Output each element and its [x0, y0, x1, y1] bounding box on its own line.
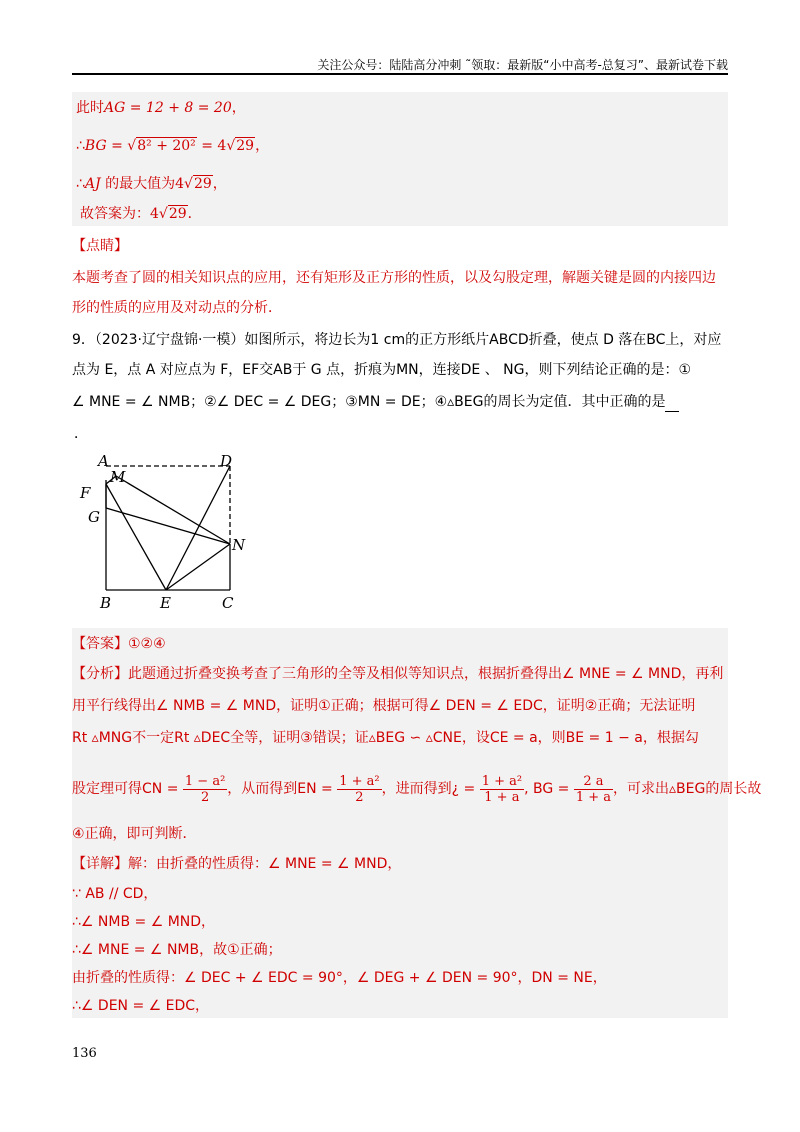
answer-blank — [665, 398, 679, 412]
question-line-1: 9．（2023·辽宁盘锦·一模）如图所示，将边长为1 cm的正方形纸片ABCD折叠，使点 D 落在BC上，对应 — [72, 332, 722, 348]
fold-mn — [116, 476, 230, 544]
question-line-2: 点为 E，点 A 对应点为 F，EF交AB于 G 点，折痕为MN，连接DE 、 NG，则下列结论正确的是：① — [72, 362, 692, 378]
answer-line: 【答案】①②④ — [72, 636, 166, 652]
analysis-line-5: ④正确，即可判断． — [72, 826, 197, 842]
label-m: M — [110, 468, 126, 486]
question-line-3: ∠ MNE = ∠ NMB；②∠ DEC = ∠ DEG；③MN = DE；④▵BEG的周长为定值．其中正确的是 — [72, 392, 679, 412]
label-n: N — [232, 536, 246, 554]
detail-line-5: 由折叠的性质得：∠ DEC + ∠ EDC = 90°，∠ DEG + ∠ DEN = 90°，DN = NE， — [72, 970, 607, 986]
detail-line-2: ∵ AB // CD， — [72, 886, 158, 902]
label-e: E — [160, 594, 171, 612]
solution-line-4: 故答案为：4√29． — [80, 206, 202, 222]
detail-line-3: ∴∠ NMB = ∠ MND， — [72, 914, 216, 930]
comment-line-2: 形的性质的应用及对动点的分析． — [72, 300, 282, 316]
comment-tag: 【点睛】 — [72, 238, 128, 254]
label-f: F — [80, 484, 91, 502]
solution-line-3: ∴AJ 的最大值为4√29， — [76, 176, 227, 192]
label-c: C — [222, 594, 234, 612]
page-number: 136 — [72, 1046, 97, 1061]
detail-line-1: 【详解】解：由折叠的性质得：∠ MNE = ∠ MND， — [72, 856, 402, 872]
analysis-line-1: 【分析】此题通过折叠变换考查了三角形的全等及相似等知识点，根据折叠得出∠ MNE = ∠ MND，再利 — [72, 666, 724, 682]
analysis-line-4: 股定理可得CN = $\frac{\text{1 − a²}}{2}$ ，从而得到EN = $\frac{\text{1 + a²}}{2}$ ，进而得到¿ = $\frac{\text{1 + a²}}{1 + a}$ , BG = $\frac{2 a}{1 + a}$ ，可求出▵BEG的周长故 — [72, 773, 762, 805]
label-d: D — [220, 452, 233, 470]
label-g: G — [88, 508, 100, 526]
page-header: 关注公众号：陆陆高分冲刺 ˜领取：最新版“小中高考-总复习”、最新试卷下载 — [317, 58, 728, 72]
detail-line-6: ∴∠ DEN = ∠ EDC， — [72, 998, 210, 1014]
analysis-line-2: 用平行线得出∠ NMB = ∠ MND，证明①正确；根据可得∠ DEN = ∠ EDC，证明②正确；无法证明 — [72, 698, 696, 714]
label-a: A — [98, 452, 109, 470]
label-b: B — [100, 594, 112, 612]
geometry-figure — [78, 446, 258, 616]
detail-line-4: ∴∠ MNE = ∠ NMB，故①正确； — [72, 942, 282, 958]
question-line-4: ． — [74, 426, 88, 442]
comment-line-1: 本题考查了圆的相关知识点的应用，还有矩形及正方形的性质，以及勾股定理，解题关键是圆的内接四边 — [72, 270, 716, 286]
segment-gn — [106, 508, 230, 544]
segment-en — [166, 544, 230, 590]
solution-line-2: ∴BG = √8² + 20² = 4√29， — [76, 138, 270, 154]
header-rule — [72, 73, 728, 75]
solution-line-1: 此时AG = 12 + 8 = 20， — [76, 100, 246, 116]
analysis-line-3: Rt ▵MNG不一定Rt ▵DEC全等，证明③错误；证▵BEG ∽ ▵CNE，设CE = a，则BE = 1 − a，根据勾 — [72, 730, 699, 746]
